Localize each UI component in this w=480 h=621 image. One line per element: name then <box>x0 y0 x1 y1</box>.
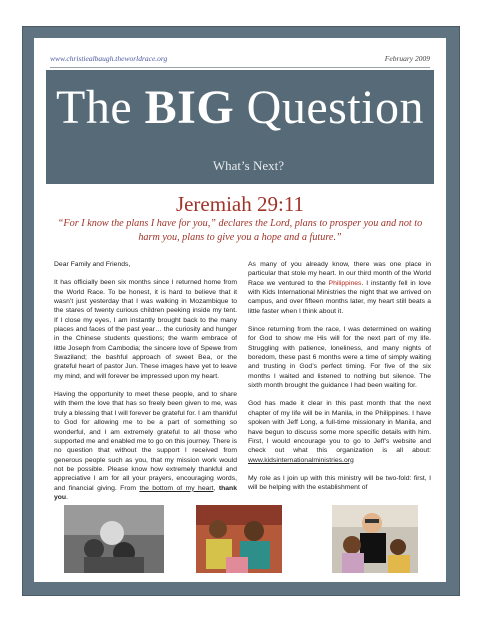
paragraph-waiting: Since returning from the race, I was determined on waiting for God to show me His will for the next part of my life. Struggling with patience, loneliness, and many nights of boredom, these past 6 months were a time of simply waiting and trusting in God’s perfect timing. For five of the six months I waited and listened to nothing but silence. The sixth month brought the guidance I had been waiting for. <box>248 326 431 390</box>
website-link[interactable]: www.christiealbaugh.theworldrace.org <box>50 54 168 63</box>
paragraph-role: My role as I join up with this ministry will be two-fold: first, I will be helping with the establishment of <box>248 474 431 492</box>
paragraph-philippines: As many of you already know, there was one place in particular that stole my heart. In our third month of the World Race we ventured to the Philippines. I instantly fell in love with Kids International Ministries the night that we arrived on campus, and over fifteen months later, my heart still beats a little faster when I think about it. <box>248 261 431 315</box>
paragraph-thanks: Having the opportunity to meet these people, and to share with them the love that has so freely been given to me, was truly a blessing that I will forever be grateful for. I am thankful to God for allowing me to be a part of something so wonderful, and I am extremely grateful to all those who supported me and enabled me to go on this journey. There is no question that without the support I received from generous people such as you, that my mission work would not be possible. Please know how extremely thankful and appreciative I am for all your prayers, encouraging words, and financial giving. From the bottom of my heart, thank you. <box>54 391 238 501</box>
greeting: Dear Family and Friends, <box>54 261 131 268</box>
paragraph-return: It has officially been six months since I returned home from the World Race. To be honest, it is hard to believe that it wasn’t just yesterday that I was walking in Mozambique to the stares of twenty curious children peeking inside my tent. If I close my eyes, I am instantly brought back to the many places and faces of the past year… the curiosity and hunger in the Chinese students questions; the warm embrace of little Joseph from Cambodia; the sincere love of Spewe from Swaziland; the bashful approach of sweet Bea, or the grateful heart of pastor Jun. These images have yet to leave my mind, and will forever be impressed upon my heart. <box>54 279 237 380</box>
verse-quote: “For I know the plans I have for you,” declares the Lord, plans to prosper you and not to harm you, plans to give you a hope and a future.” <box>57 218 423 243</box>
photo-group <box>332 505 418 573</box>
paragraph-manila: God has made it clear in this past month that the next chapter of my life will be in Manila, in the Philippines. I have spoken with Jeff Long, a full-time missionary in Manila, and have begun to discuss some more specific details with him. First, I would encourage you to go to Jeff’s website and check out what this organization is all about: www.kidsinternationalministries.org <box>248 400 431 464</box>
photo-strip <box>34 503 446 575</box>
newsletter-title: The BIG Question <box>56 81 424 134</box>
issue-date: February 2009 <box>384 54 430 63</box>
verse-reference: Jeremiah 29:11 <box>175 192 305 216</box>
photo-children-1 <box>64 505 164 573</box>
newsletter-page <box>34 38 446 582</box>
title-banner <box>46 70 434 184</box>
heart-link[interactable]: the bottom of my heart <box>139 484 214 492</box>
newsletter-subtitle: What’s Next? <box>212 158 284 173</box>
header-bar <box>50 52 430 66</box>
photo-children-2 <box>196 505 282 573</box>
thank-you-text: thank you <box>54 484 237 501</box>
right-column <box>248 260 431 502</box>
left-column <box>54 260 237 511</box>
philippines-highlight: Philippines <box>328 279 362 287</box>
ministry-website-link[interactable]: www.kidsinternationalministries.org <box>248 456 354 464</box>
header-divider <box>50 67 430 68</box>
